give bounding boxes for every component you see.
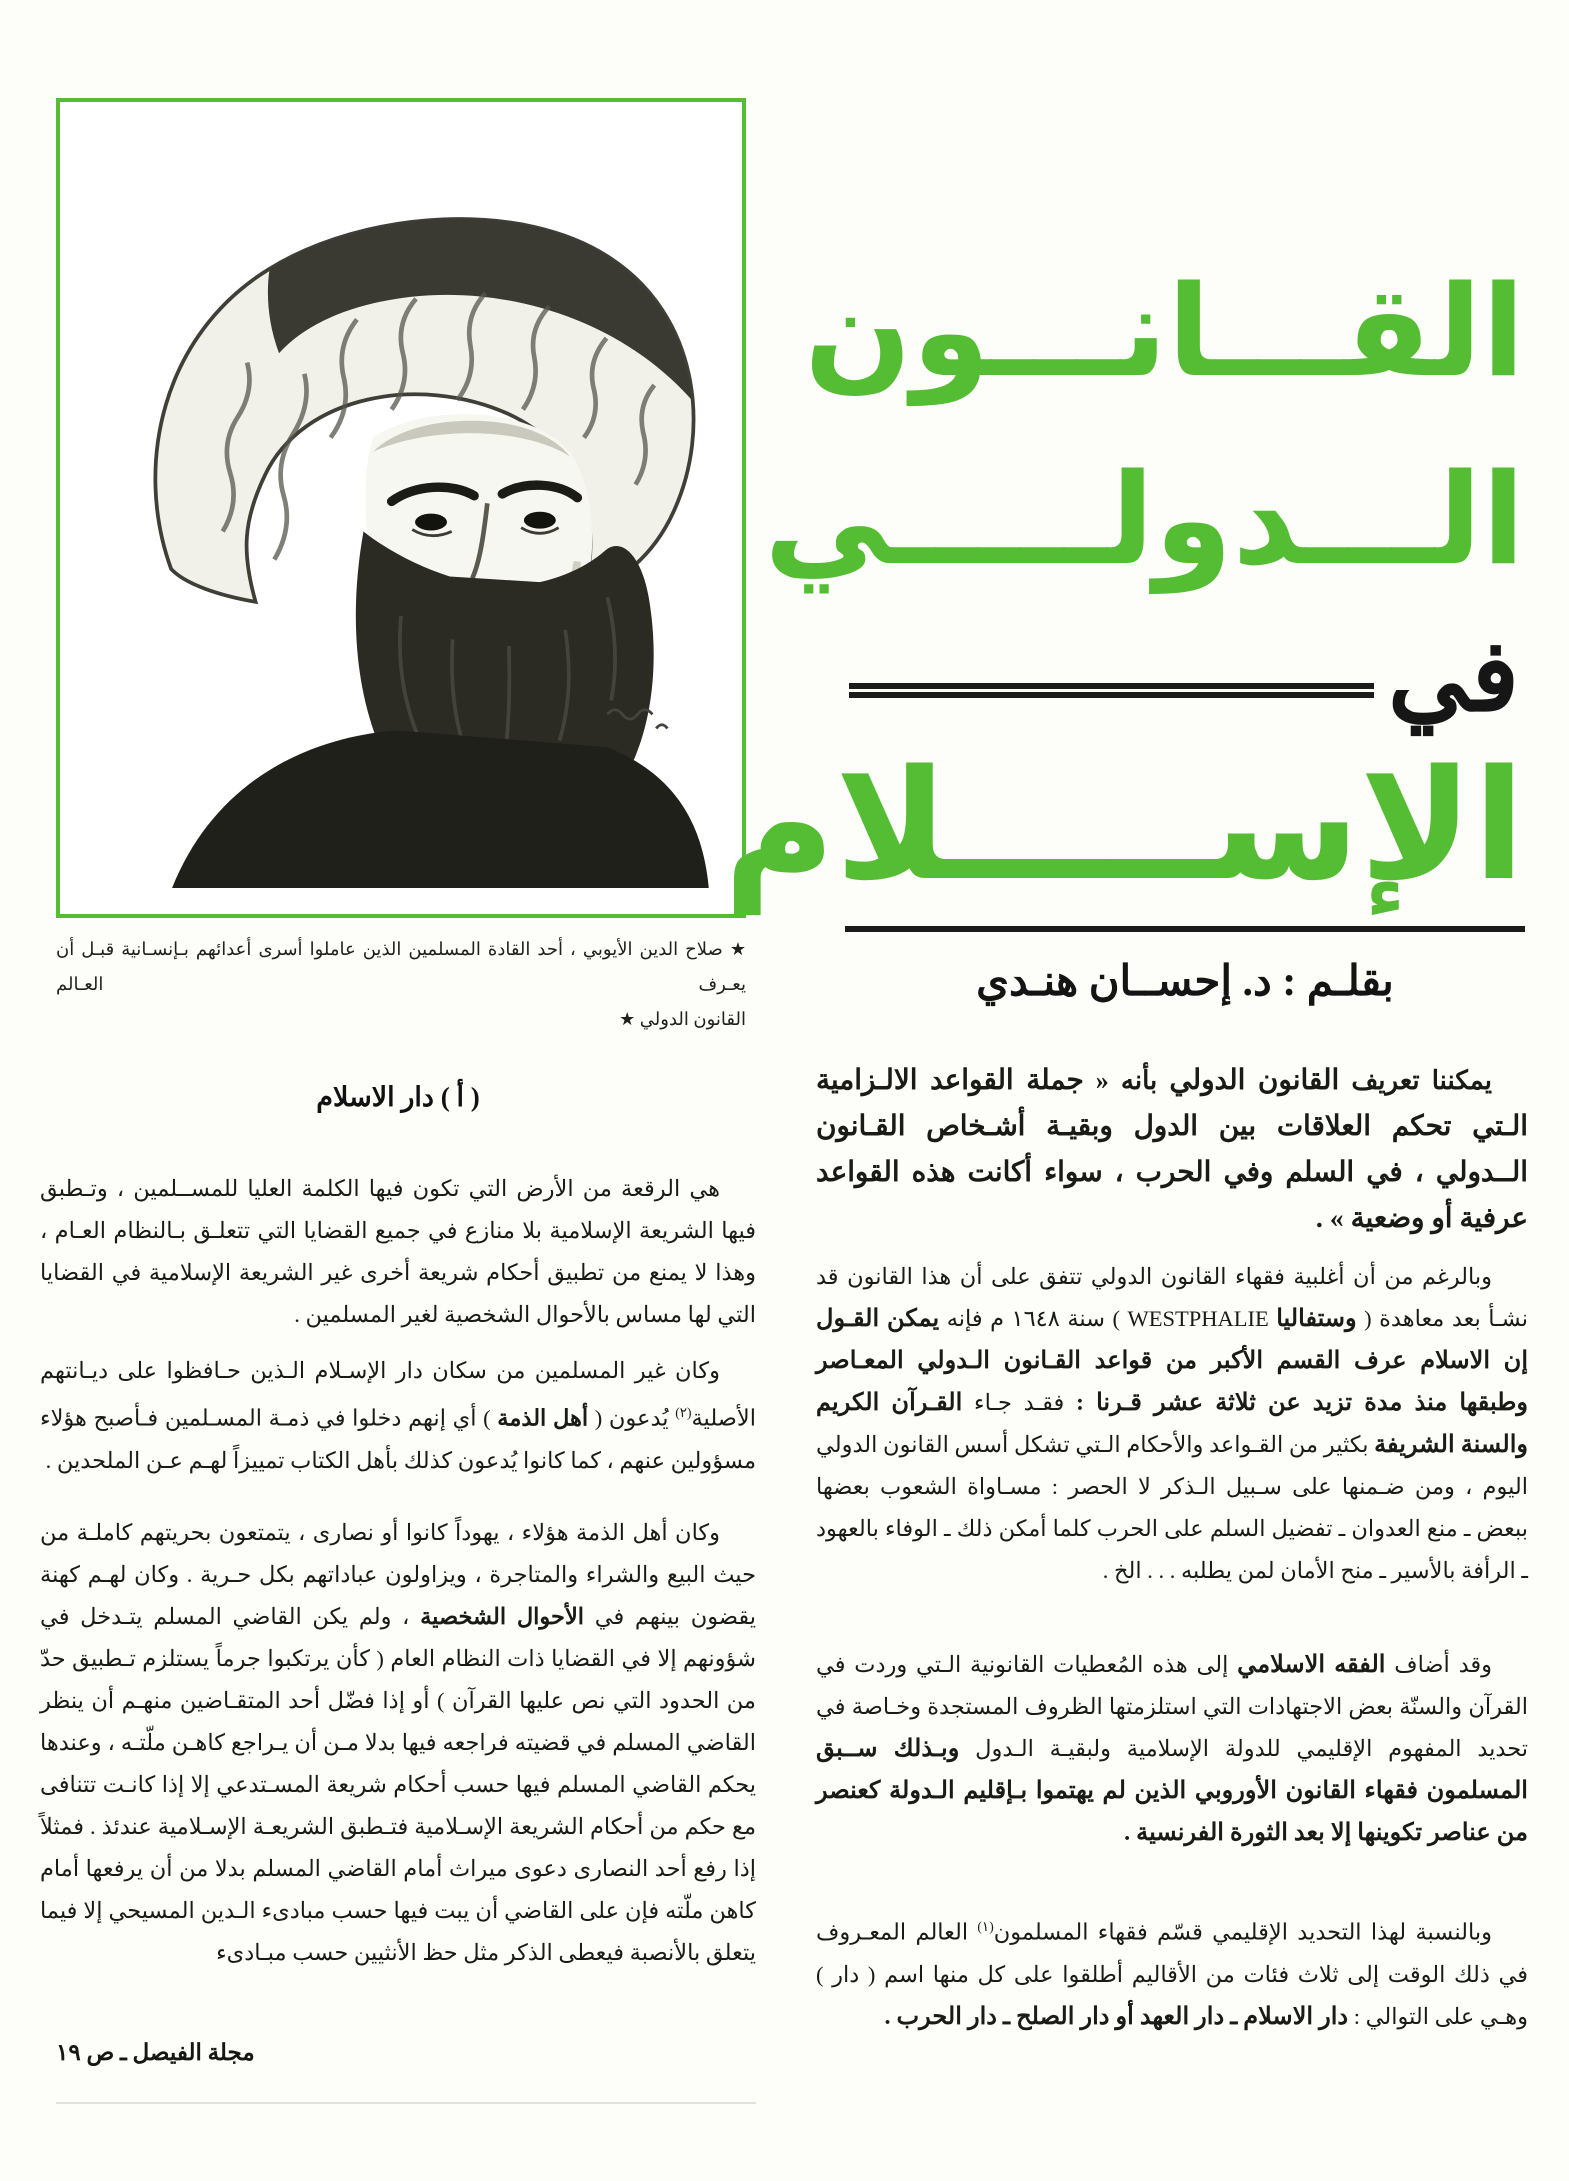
bold-text-segment: أهل الذمة xyxy=(497,1405,589,1431)
saladin-portrait-illustration xyxy=(82,124,720,892)
text-segment: وقد أضاف xyxy=(1385,1652,1493,1677)
portrait-caption xyxy=(56,932,746,1037)
title-word-islam: الإســـــلام xyxy=(723,737,1525,914)
caption-line-1: ★ صلاح الدين الأيوبي ، أحد القادة المسلمين الذين عاملوا أسرى أعدائهم بـإنسـانية قبـل أن يعـرف العـالم xyxy=(56,939,746,994)
text-segment: العالم المعـروف في ذلك الوقت إلى ثلاث فئات من الأقاليم أطلقوا على كل منها اسم ( دار ) وهـي على التوالي : xyxy=(816,1919,1528,2029)
portrait-frame xyxy=(56,98,746,918)
caption-line-2: القانون الدولي ★ xyxy=(619,1009,746,1029)
right-eye xyxy=(415,514,447,531)
bold-text-segment: الفقه الاسلامي xyxy=(1237,1652,1386,1678)
text-segment: يُدعون ( xyxy=(588,1405,676,1431)
text-segment: بكثير من القـواعد والأحكام الـتي تشكل أسس القانون الدولي اليوم ، ومن ضـمنها على سـبيل الـذكر لا الحصر : مسـاواة الشعوب بعضها ببعض ـ منع العدوان ـ تفضيل السلم على الحرب كلما أمكن ذلك ـ الوفاء بالعهود ـ الرأفة بالأسير ـ منح الأمان لمن يطلبه . . . الخ . xyxy=(816,1432,1528,1583)
column-introduction xyxy=(816,1058,1528,2052)
bold-text-segment: القانون الدولي xyxy=(1169,1065,1340,1096)
title-fi-row xyxy=(845,618,1525,736)
body-paragraph xyxy=(40,1168,756,1336)
body-paragraph xyxy=(816,1256,1528,1592)
double-rule xyxy=(849,683,1374,698)
left-eye xyxy=(524,512,556,529)
bold-text-segment: الأحوال الشخصية xyxy=(420,1603,585,1629)
text-segment: يمكننا تعريف xyxy=(1339,1066,1492,1095)
text-segment: ) أي إنهم دخلوا في ذمـة المسـلمين فـأصبح هؤلاء مسؤولين عنهم ، كما كانوا يُدعون كذلك بأهل الكتاب تمييزاً لهـم عـن الملحدين . xyxy=(40,1405,756,1473)
text-segment: WESTPHALIE ) سنة ١٦٤٨ م فإنه xyxy=(939,1306,1277,1331)
footnote-marker: (١) xyxy=(977,1919,994,1934)
text-segment: ، ولم يكن القاضي المسلم يتـدخل في شؤونهم إلا في القضايا ذات النظام العام ( كأن يرتكبوا جرماً يستلزم تـطبيق حدّ من الحدود التي نص عليها القرآن ) أو إذا فضّل أحد المتقـاضين منهـم أن ينظر القاضي المسلم في قضيته فراجعه فيها بدلا مـن أن يـراجع كاهـن ملّتـه ، وعندها يحكم القاضي المسلم فيها حسب أحكام شريعة المسـتدعي إلا إذا كانـت تتنافى مع حكم من أحكام الشريعة الإسـلامية فتـطبق الشريعـة الإسـلامية عندئذ . فمثلاً إذا رفع أحد النصارى دعوى ميراث أمام القاضي المسلم بدلا من أن يرفعها أمام كاهن ملّته فإن على القاضي أن يبت فيها حسب مبادىء الـدين المسيحي إلا فيما يتعلق بالأنصبة فيعطى الذكر مثل حظ الأنثيين حسب مبـادىء xyxy=(40,1603,756,1965)
text-segment: بأنه « xyxy=(1083,1066,1170,1095)
column-dar-al-islam xyxy=(40,1062,756,1988)
title-word-qanun: القـــانـــون xyxy=(804,258,1525,405)
body-paragraph xyxy=(40,1512,756,1974)
body-paragraph xyxy=(816,1906,1528,2038)
body-paragraph xyxy=(816,1058,1528,1242)
section-heading: ( أ ) دار الاسلام xyxy=(316,1082,480,1112)
body-paragraph xyxy=(816,1644,1528,1854)
title-underline-rule xyxy=(845,926,1525,932)
bold-text-segment: دار الاسلام ـ دار العهد أو دار الصلح ـ دار الحرب . xyxy=(884,2003,1349,2030)
page-footer: مجلة الفيصل ـ ص ١٩ xyxy=(56,2040,255,2065)
title-word-dawli: الـــدولـــــي xyxy=(764,446,1525,593)
bold-text-segment: وبـذلك ســبق المسلمون فقهاء القانون الأوروبي الذين لم يهتموا بـإقليم الـدولة كعنصر من عناصر تكوينها إلا بعد الثورة الفرنسية . xyxy=(816,1736,1528,1846)
bold-text-segment: القـرآن الكريم والسنة الشريفة xyxy=(816,1390,1528,1458)
body-paragraph xyxy=(40,1350,756,1482)
text-segment: فقـد جـاء xyxy=(962,1390,1076,1415)
text-segment: وكان أهل الذمة هؤلاء ، يهوداً كانوا أو نصارى ، يتمتعون بحريتهم كاملـة من حيث البيع والشراء والمتاجرة ، ويزاولون عباداتهم بكل حـرية . وكان لهـم كهنة يقضون بينهم في xyxy=(40,1519,756,1629)
byline: بقلـم : د. إحســان هنـدي xyxy=(976,959,1394,1005)
bold-text-segment: وستفاليا xyxy=(1276,1306,1357,1332)
bold-text-segment: يمكن القـول إن الاسلام عرف القسم الأكبر من قواعد القـانون الـدولي المعـاصر وطبقها منذ مدة تزيد عن ثلاثة عشر قـرنا : xyxy=(816,1306,1528,1416)
text-segment: وبالرغم من أن أغلبية فقهاء القانون الدولي تتفق على أن هذا القانون قد نشـأ بعد معاهدة ( xyxy=(816,1264,1528,1331)
bottom-faint-line xyxy=(56,2102,756,2104)
title-word-fi: في xyxy=(1387,621,1519,732)
article-title-block xyxy=(723,238,1525,1006)
text-segment: وبالنسبة لهذا التحديد الإقليمي قسّم فقهاء المسلمون xyxy=(993,1919,1492,1945)
bold-text-segment: جملة القواعد الالـزامية الـتي تحكم العلاقات بين الدول وبقيـة أشـخاص القـانون الــدولي ، في السلم وفي الحرب ، سواء أكانت هذه القواعد عرفية أو وضعية » . xyxy=(816,1065,1528,1234)
text-segment: وكان غير المسلمين من سكان دار الإسـلام الـذين حـافظوا على ديـانتهم الأصلية xyxy=(40,1358,756,1431)
footnote-marker: (٢) xyxy=(675,1405,692,1420)
text-segment: إلى هذه المُعطيات القانونية الـتي وردت في القرآن والسنّة بعض الاجتهادات التي استلزمتها الظروف المستجدة وخـاصة في تحديد المفهوم الإقليمي للدولة الإسلامية ولبقيـة الـدول xyxy=(816,1652,1528,1761)
text-segment: هي الرقعة من الأرض التي تكون فيها الكلمة العليا للمســلمين ، وتـطبق فيها الشريعة الإسلامية بلا منازع في جميع القضايا التي تتعلـق بـالنظام العـام ، وهذا لا يمنع من تطبيق أحكام شريعة أخرى غير الشريعة الإسلامية في القضايا التي لها مساس بالأحوال الشخصية لغير المسلمين . xyxy=(40,1176,756,1327)
